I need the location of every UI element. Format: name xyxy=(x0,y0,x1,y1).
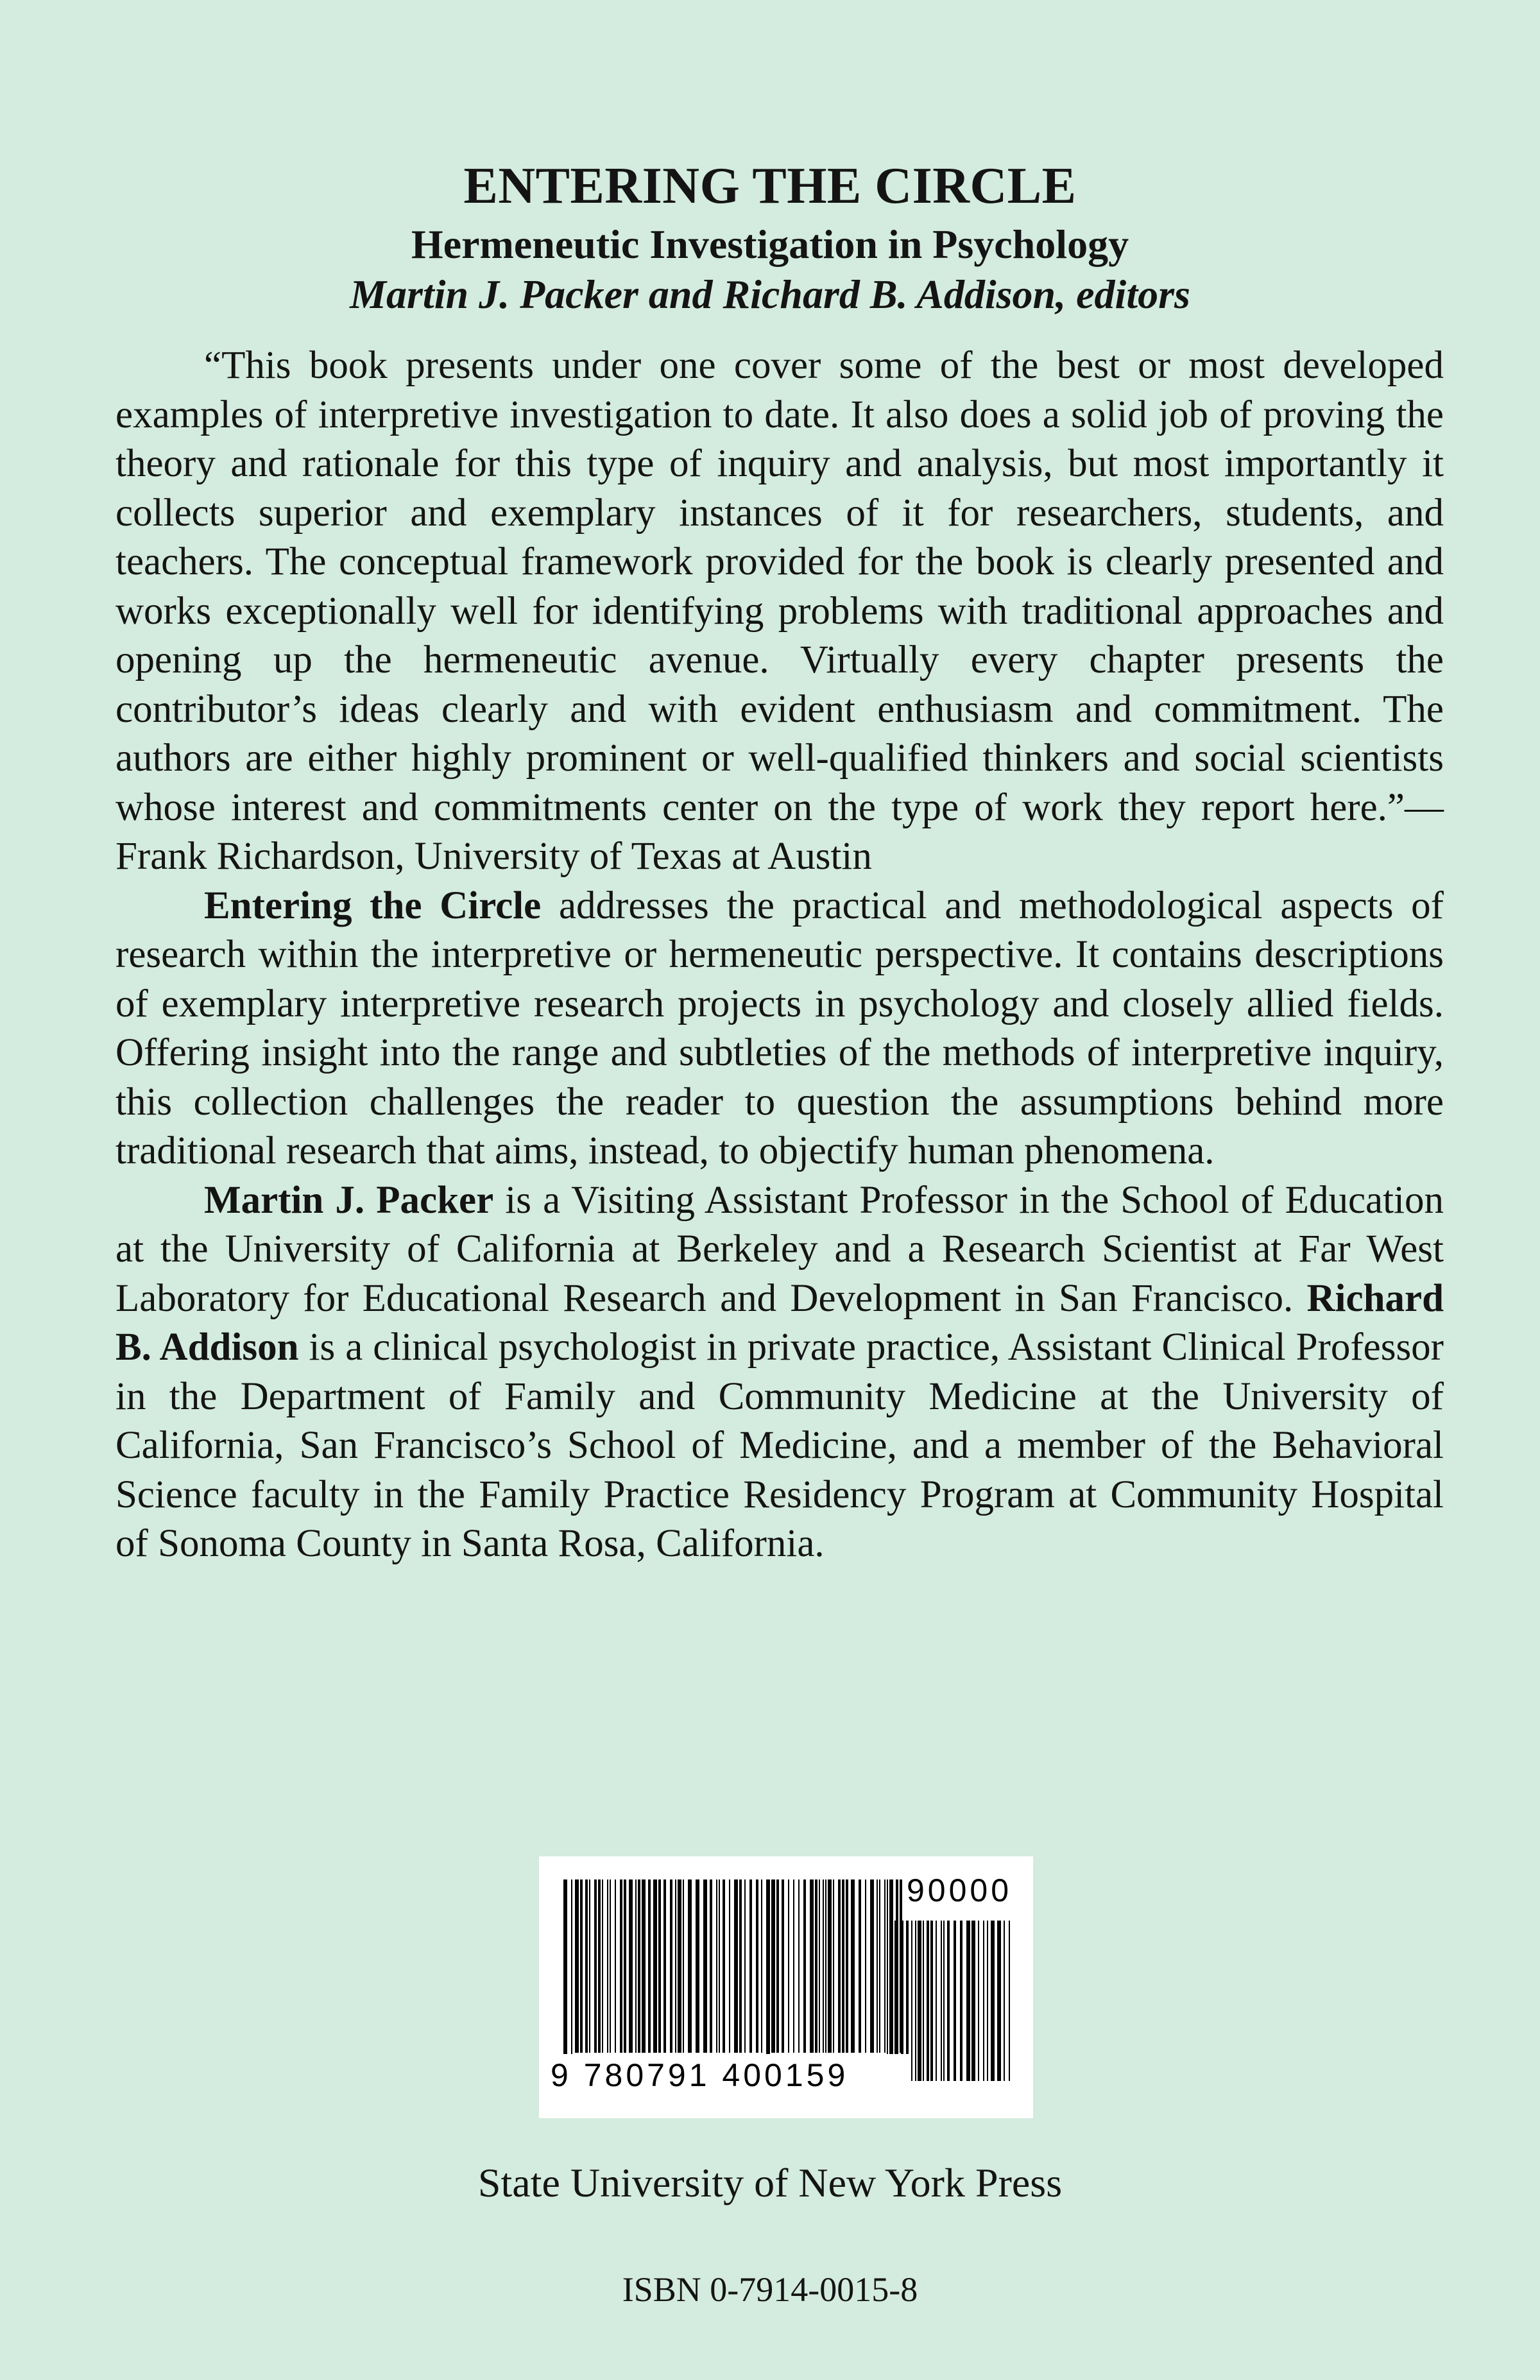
barcode-bar xyxy=(842,1879,844,2053)
bio-text-addison: is a clinical psychologist in private practice, Assistant Clinical Professor in the Department of Family and Community Medicine at the University of California, San Francisco’s School of Medicine, and a member of the Behavioral Science faculty in the Family Practice Residency Program at Community Hospital of Sonoma County in Santa Rosa, California. xyxy=(116,1326,1444,1565)
barcode-bar xyxy=(580,1879,583,2053)
barcode-bar xyxy=(620,1879,622,2053)
barcode-bar xyxy=(615,1879,616,2053)
barcode-bar xyxy=(991,1921,995,2081)
barcode-bar xyxy=(930,1921,933,2081)
barcode-bar xyxy=(638,1879,640,2053)
description-book-title: Entering the Circle xyxy=(204,884,542,927)
barcode-bar xyxy=(734,1879,738,2053)
barcode-bar xyxy=(703,1879,707,2053)
barcode-bar xyxy=(793,1879,794,2053)
barcode-bar xyxy=(941,1921,942,2081)
isbn-number: ISBN 0-7914-0015-8 xyxy=(622,2270,918,2309)
barcode-bar xyxy=(877,1879,878,2053)
barcode-bar xyxy=(838,1879,841,2053)
barcode-bar xyxy=(788,1879,789,2053)
barcode-bar xyxy=(947,1921,950,2081)
barcode-bar xyxy=(602,1879,603,2053)
barcode-bar xyxy=(776,1879,779,2053)
barcode-bar xyxy=(663,1879,666,2053)
barcode-bar xyxy=(960,1921,963,2081)
barcode-bar xyxy=(629,1879,633,2053)
barcode-bar xyxy=(719,1879,720,2053)
barcode-bar xyxy=(607,1879,608,2053)
barcode-bar xyxy=(771,1879,775,2053)
barcode-bar xyxy=(710,1879,712,2053)
barcode-bar xyxy=(658,1879,661,2053)
barcode-bar xyxy=(670,1879,672,2053)
barcode-bar xyxy=(782,1879,784,2053)
barcode-bar xyxy=(927,1921,929,2081)
barcode-bar xyxy=(918,1921,921,2081)
barcode-bar xyxy=(688,1879,692,2053)
barcode-addon-number: 90000 xyxy=(906,1872,1013,1908)
barcode-bar xyxy=(833,1879,834,2053)
barcode-bar xyxy=(635,1879,637,2053)
description-text: addresses the practical and methodological aspects of research within the interpretive or hermeneutic perspective. It contains descriptions of exemplary interpretive research projects in psychology and closely allied fields. Offering insight into the range and subtleties of the methods of interpretive inquiry, this collection challenges the reader to question the assumptions behind more traditional research that aims, instead, to objectify human phenomena. xyxy=(116,884,1444,1172)
barcode-bar xyxy=(865,1879,866,2053)
barcode-bar xyxy=(987,1921,988,2081)
barcode-bar xyxy=(851,1879,855,2053)
barcode-bar xyxy=(571,1879,572,2066)
barcode-bar xyxy=(648,1879,651,2053)
book-title: ENTERING THE CIRCLE xyxy=(463,158,1077,214)
barcode-bar xyxy=(798,1879,800,2053)
barcode-bar xyxy=(594,1879,597,2053)
barcode-bar xyxy=(642,1879,646,2053)
barcode-bar xyxy=(971,1921,975,2081)
barcode-bar xyxy=(749,1879,752,2053)
barcode-bar xyxy=(936,1921,937,2081)
barcode-bar xyxy=(810,1879,814,2053)
barcode-bar xyxy=(761,1879,762,2053)
barcode-bar xyxy=(825,1879,826,2053)
book-subtitle: Hermeneutic Investigation in Psychology xyxy=(411,221,1129,267)
publisher-name: State University of New York Press xyxy=(477,2160,1063,2205)
barcode-bar xyxy=(879,1879,880,2053)
barcode-bar xyxy=(828,1879,832,2053)
author-bio-paragraph xyxy=(116,1176,1444,1569)
barcode-bar xyxy=(756,1879,758,2053)
barcode-bar xyxy=(696,1879,699,2053)
barcode-bar xyxy=(729,1879,730,2053)
barcode-bar xyxy=(823,1879,824,2053)
review-quote-paragraph xyxy=(116,341,1444,882)
barcode-bar xyxy=(766,1879,770,2066)
barcode-bar xyxy=(859,1879,861,2053)
review-quote: “This book presents under one cover some of the best or most developed examples of interpretive investigation to date. It also does a solid job of proving the theory and rationale for this type of inquiry and analysis, but most importantly it collects superior and exemplary instances of it for researchers, students, and teachers. The conceptual framework provided for the book is clearly presented and works exceptionally well for identifying problems with traditional approaches and opening up the hermeneutic avenue. Virtually every chapter presents the contributor’s ideas clearly and with evident enthusiasm and commitment. The authors are either highly prominent or well-qualified thinkers and social scientists whose interest and commitments center on the type of work they report here.”—Frank Richardson, University of Texas at Austin xyxy=(116,344,1444,878)
barcode-bar xyxy=(915,1921,916,2081)
bio-name-packer: Martin J. Packer xyxy=(204,1178,494,1222)
barcode-bar xyxy=(575,1879,579,2053)
barcode-bars xyxy=(562,1879,902,2066)
barcode-bar xyxy=(624,1879,626,2053)
barcode-bar xyxy=(923,1921,924,2081)
barcode-bar xyxy=(589,1879,590,2053)
barcode-bar xyxy=(911,1921,912,2081)
barcode-bar xyxy=(803,1879,806,2053)
blurb-text xyxy=(116,341,1444,1569)
isbn-barcode xyxy=(539,1856,1033,2118)
barcode-bar xyxy=(653,1879,657,2053)
description-paragraph xyxy=(116,882,1444,1176)
barcode-bar xyxy=(744,1879,746,2053)
barcode-bar xyxy=(870,1879,874,2053)
barcode-bar xyxy=(683,1879,684,2053)
barcode-number: 9 780791 400159 xyxy=(551,2054,910,2096)
barcode-bar xyxy=(675,1879,676,2053)
barcode-bar xyxy=(978,1921,979,2081)
barcode-bar xyxy=(739,1879,742,2053)
barcode-bar xyxy=(983,1921,984,2081)
barcode-bar xyxy=(610,1879,611,2053)
bio-text-packer: is a Visiting Assistant Professor in the School of Education at the University of California at Berkeley and a Research Scientist at Far West Laboratory for Educational Research and Development in San Francisco. xyxy=(116,1178,1444,1320)
barcode-bar xyxy=(723,1879,725,2053)
barcode-bar xyxy=(966,1921,970,2081)
book-editors: Martin J. Packer and Richard B. Addison, editors xyxy=(350,271,1190,317)
barcode-bar xyxy=(1004,1921,1005,2081)
barcode-bar xyxy=(563,1879,567,2066)
barcode-bar xyxy=(678,1879,681,2053)
barcode-bar xyxy=(1009,1921,1010,2081)
barcode-bar xyxy=(815,1879,817,2053)
barcode-bar xyxy=(846,1879,848,2053)
bio-name-addison: Richard B. Addison xyxy=(116,1276,1444,1369)
barcode-bar xyxy=(997,1921,1001,2081)
barcode-bar xyxy=(716,1879,717,2053)
barcode-bar xyxy=(598,1879,601,2053)
barcode-bar xyxy=(954,1921,956,2081)
barcode-bar xyxy=(943,1921,945,2081)
barcode-bar xyxy=(585,1879,588,2053)
barcode-bar xyxy=(819,1879,820,2053)
